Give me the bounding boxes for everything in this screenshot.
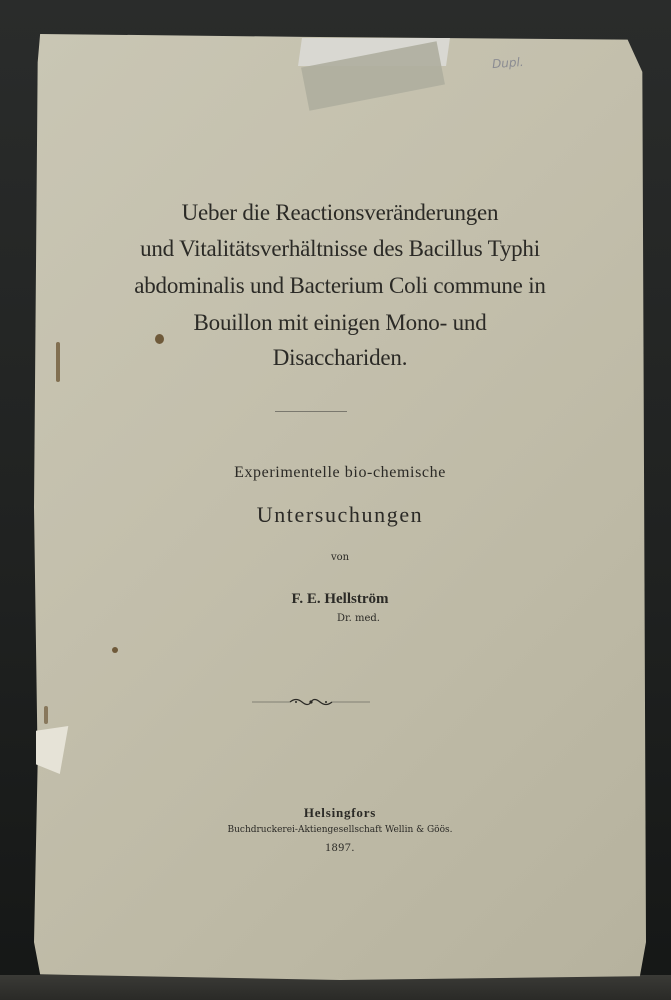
title-line-5: Disacchariden. <box>272 345 408 370</box>
divider-rule <box>275 411 347 412</box>
author-name: F. E. Hellström <box>291 591 389 607</box>
printer-name: Buchdruckerei-Aktiengesellschaft Wellin & Göös. <box>227 825 453 835</box>
subtitle-line-2: Untersuchungen <box>256 502 424 527</box>
publication-place: Helsingfors <box>303 805 377 820</box>
stain-spot <box>44 706 48 724</box>
author-degree: Dr. med. <box>336 613 380 624</box>
stain-spot <box>112 647 118 653</box>
ornament-divider <box>252 696 370 708</box>
publication-year: 1897. <box>325 840 355 854</box>
title-line-1: Ueber die Reactionsveränderungen <box>181 200 499 225</box>
pencil-note: Dupl. <box>491 54 525 72</box>
title-line-2: und Vitalitätsverhältnisse des Bacillus Typhi <box>140 236 540 261</box>
title-line-4: Bouillon mit einigen Mono- und <box>193 310 487 335</box>
by-word: von <box>330 552 350 563</box>
title-line-3: abdominalis und Bacterium Coli commune in <box>134 273 546 298</box>
subtitle-line-1: Experimentelle bio-chemische <box>234 464 446 481</box>
